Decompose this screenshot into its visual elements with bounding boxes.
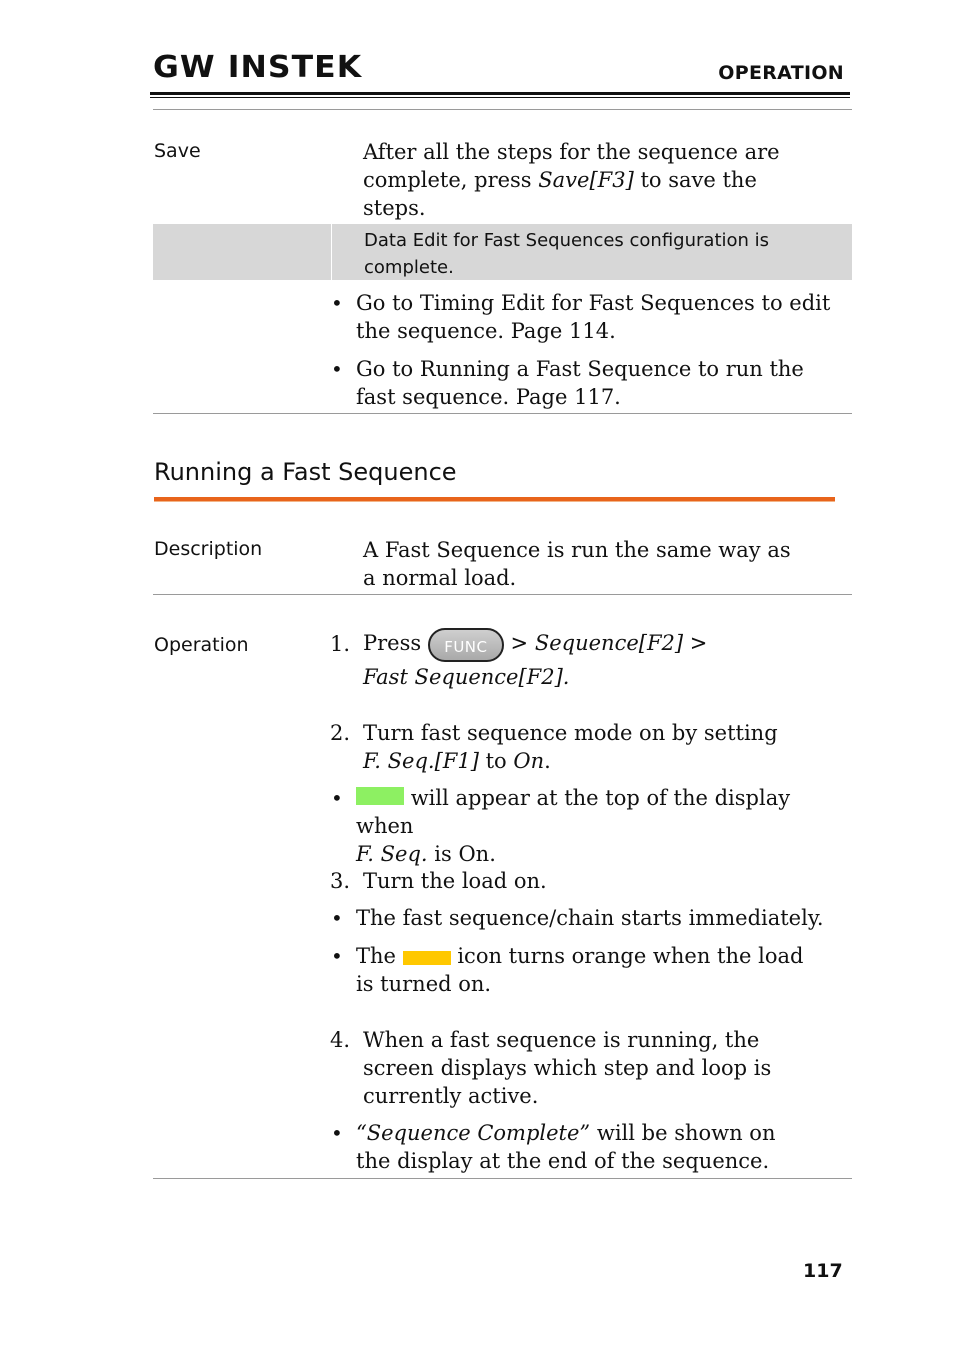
fast-seq-indicator-icon [356, 787, 404, 805]
step-3-bullet-2-post: icon turns orange when the load is turned on. [356, 944, 804, 996]
note-divider [331, 224, 332, 280]
step-2-line1: Turn fast sequence mode on by setting [363, 721, 778, 745]
step-2-text [363, 719, 833, 775]
step-2-number: 2. [330, 721, 351, 745]
step-2-bullet [356, 784, 846, 868]
save-text-pre: After all the steps for the sequence are complete, press [363, 140, 780, 192]
step-3-number: 3. [330, 869, 351, 893]
step-1-sequence-key: Sequence[F2] [534, 631, 684, 655]
step-3-bullet-1: The fast sequence/chain starts immediately. [356, 906, 824, 930]
step-4-bullet-text: will be shown on the display at the end of the sequence. [356, 1121, 776, 1173]
page-number: 117 [803, 1260, 843, 1282]
save-label: Save [154, 140, 201, 162]
step-1-text [363, 624, 833, 662]
step-1-fast-key: Fast Sequence[F2]. [363, 665, 570, 689]
description-label: Description [154, 538, 263, 560]
step-1-gt: > [510, 631, 529, 655]
bullet-dot: • [331, 291, 343, 315]
step-2-to: to [485, 749, 507, 773]
func-button: FUNC [428, 628, 504, 662]
step-2-bullet-end: is On. [434, 842, 496, 866]
step-3-bullet-2 [356, 942, 826, 998]
bullet-dot: • [331, 944, 343, 968]
step-1-gt: > [689, 631, 708, 655]
table-bottom-rule [153, 413, 852, 414]
load-status-icon [403, 951, 451, 965]
description-rule [153, 594, 852, 595]
step-4-number: 4. [330, 1028, 351, 1052]
bullet-dot: • [331, 786, 343, 810]
save-key: Save[F3] [538, 168, 634, 192]
step-2-bullet-key: F. Seq. [356, 842, 428, 866]
save-description [363, 138, 803, 222]
operation-bottom-rule [153, 1178, 852, 1179]
step-4-text: When a fast sequence is running, the screen displays which step and loop is currently active. [363, 1028, 772, 1108]
next-step-running: Go to Running a Fast Sequence to run the fast sequence. Page 117. [356, 357, 804, 409]
gw-instek-logo: GW INSTEK [153, 50, 363, 85]
bullet-dot: • [331, 906, 343, 930]
operation-label: Operation [154, 634, 249, 656]
step-2-bullet-line2 [356, 840, 846, 868]
heading-underline [154, 497, 835, 502]
step-2-on: On [513, 749, 545, 773]
step-1-number: 1. [330, 632, 351, 656]
step-3-bullet-2-pre: The [356, 944, 396, 968]
bullet-dot: • [331, 357, 343, 381]
note-text: Data Edit for Fast Sequences configuration is complete. [364, 230, 770, 278]
header-rule-thin [150, 97, 850, 98]
section-heading: Running a Fast Sequence [154, 458, 457, 486]
bullet-dot: • [331, 1121, 343, 1145]
step-2-key: F. Seq.[F1] [363, 749, 479, 773]
step-2-line2 [363, 747, 833, 775]
save-text-post: to save the steps. [363, 168, 757, 220]
section-label: OPERATION [718, 62, 844, 84]
step-1-press: Press [363, 631, 422, 655]
step-2-period: . [544, 749, 551, 773]
step-4-bullet [356, 1119, 806, 1175]
step-3-text: Turn the load on. [363, 869, 547, 893]
step-2-bullet-text: will appear at the top of the display when [356, 786, 791, 838]
header-rule [150, 92, 850, 95]
description-text: A Fast Sequence is run the same way as a normal load. [363, 538, 791, 590]
step-2-bullet-line1 [356, 784, 846, 840]
table-top-rule [153, 109, 852, 110]
next-step-timing: Go to Timing Edit for Fast Sequences to edit the sequence. Page 114. [356, 291, 831, 343]
sequence-complete-quote: “Sequence Complete” [356, 1121, 591, 1145]
